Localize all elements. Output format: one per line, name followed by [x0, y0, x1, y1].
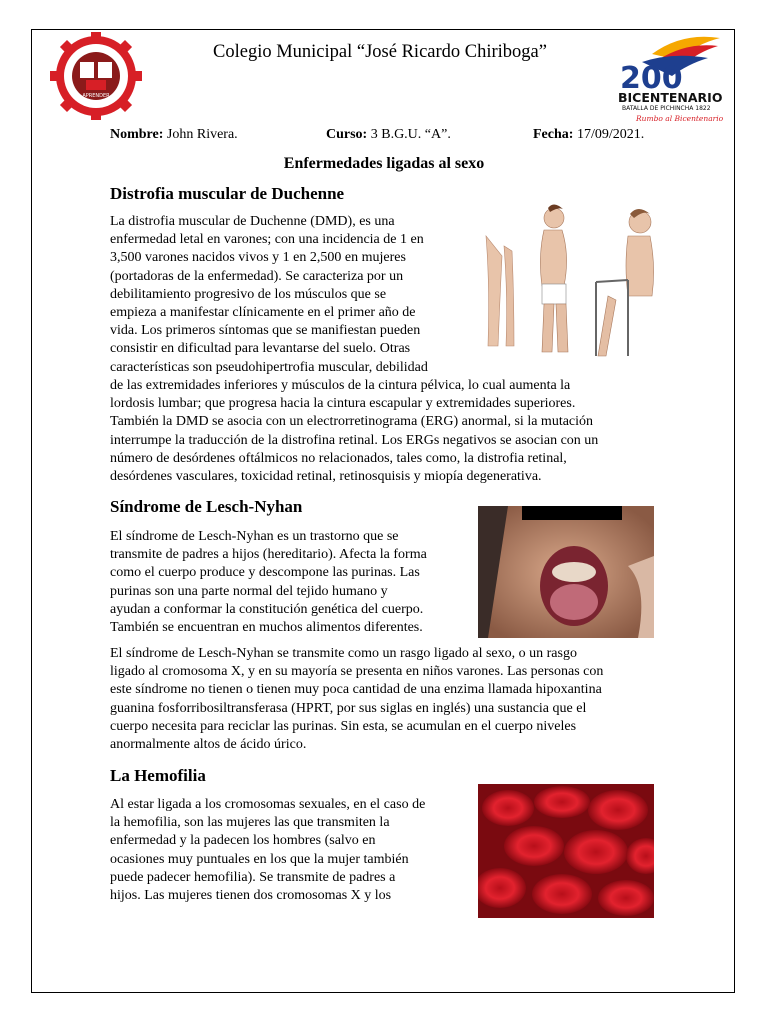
hemo-paragraph-narrow — [110, 796, 462, 905]
svg-text:APRENDER: APRENDER — [82, 93, 110, 99]
heading-lesch-nyhan: Síndrome de Lesch-Nyhan — [110, 497, 303, 516]
fecha-label: Fecha: — [533, 127, 574, 142]
text-line: este síndrome no tienen o tienen muy poca cantidad de una enzima llamada hipoxantina — [110, 682, 602, 698]
blood-cells-image — [478, 784, 654, 918]
text-line: enfermedad letal en varones; con una incidencia de 1 en — [110, 232, 424, 248]
curso-value: 3 B.G.U. “A”. — [367, 127, 451, 142]
dmd-paragraph-narrow — [110, 213, 468, 377]
text-line: como el cuerpo produce y descompone las purinas. Las — [110, 565, 420, 581]
text-line: debilitamiento progresivo de los músculos que se — [110, 286, 387, 302]
text-line: cuerpo necesita para reciclar las purinas. Sin esta, se acumulan en el cuerpo niveles — [110, 718, 577, 734]
text-line: la hemofilia, son las mujeres las que transmiten la — [110, 815, 390, 831]
lesch-nyhan-photo — [478, 506, 654, 638]
text-line: ocasiones muy puntuales en los que la mujer también — [110, 851, 409, 867]
text-line: transmite de padres a hijos (hereditario). Afecta la forma — [110, 547, 427, 563]
text-line: lordosis lumbar; que progresa hacia la cintura escapular y extremidades superiores. — [110, 396, 576, 412]
heading-duchenne: Distrofia muscular de Duchenne — [110, 184, 345, 203]
text-line: purinas son una parte normal del tejido humano y — [110, 583, 388, 599]
duchenne-illustration — [478, 196, 662, 364]
text-line: de las extremidades inferiores y músculos de la cintura pélvica, lo cual aumenta la — [110, 378, 571, 393]
bicentenario-main: BICENTENARIO — [618, 90, 723, 105]
text-line: enfermedad y la padecen los hombres (salvo en — [110, 833, 376, 849]
bicentenario-tagline: Rumbo al Bicentenario — [636, 114, 724, 123]
text-line: La distrofia muscular de Duchenne (DMD), es una — [110, 214, 395, 229]
school-name: Colegio Municipal “José Ricardo Chiriboga” — [213, 42, 547, 62]
date — [533, 127, 644, 143]
heading-hemofilia: La Hemofilia — [110, 766, 206, 785]
bicentenario-sub: BATALLA DE PICHINCHA 1822 — [622, 105, 711, 112]
bicentenario-logo — [612, 32, 724, 124]
text-line: (portadoras de la enfermedad). Se caracteriza por un — [110, 268, 404, 284]
nombre-label: Nombre: — [110, 127, 164, 142]
text-line: interrumpe la traducción de la distrofina retinal. Los ERGs negativos se asocian con un — [110, 432, 599, 448]
lesch-paragraph-wide — [110, 645, 658, 754]
text-line: Al estar ligada a los cromosomas sexuales, en el caso de — [110, 797, 426, 812]
text-line: vida. Los primeros síntomas que se manifiestan pueden — [110, 323, 421, 339]
svg-text:200: 200 — [620, 61, 683, 96]
text-line: puede padecer hemofilia). Se transmite de padres a — [110, 869, 396, 885]
text-line: número de desórdenes oftálmicos no relacionados, tales como, la distrofia retinal, — [110, 450, 567, 466]
text-line: ligado al cromosoma X, y en su mayoría se presenta en niños varones. Las personas con — [110, 664, 604, 680]
text-line: desórdenes vasculares, toxicidad retinal, retinosquisis y miopía degenerativa. — [110, 469, 542, 485]
text-line: anormalmente altos de ácido úrico. — [110, 737, 307, 753]
text-line: consistir en dificultad para levantarse del suelo. Otras — [110, 341, 411, 357]
nombre-value: John Rivera. — [163, 127, 238, 142]
document-title: Enfermedades ligadas al sexo — [283, 155, 485, 172]
curso-label: Curso: — [326, 127, 368, 142]
text-line: ayudan a conformar la constitución genética del cuerpo. — [110, 601, 424, 617]
course — [326, 127, 451, 143]
text-line: 3,500 varones nacidos vivos y 1 en 2,500 en mujeres — [110, 250, 406, 266]
lesch-paragraph-narrow — [110, 528, 462, 637]
text-line: características son pseudohipertrofia muscular, debilidad — [110, 359, 428, 375]
text-line: También se encuentran en muchos alimentos diferentes. — [110, 620, 423, 636]
text-line: También la DMD se asocia con un electrorretinograma (ERG) anormal, si la mutación — [110, 414, 594, 430]
student-name — [110, 127, 238, 143]
text-line: empieza a manifestar clínicamente en el primer año de — [110, 305, 416, 321]
text-line: El síndrome de Lesch-Nyhan se transmite como un rasgo ligado al sexo, o un rasgo — [110, 646, 577, 661]
text-line: guanina fosforribosiltransferasa (HPRT, por sus siglas en inglés) una sustancia que el — [110, 700, 587, 716]
fecha-value: 17/09/2021. — [573, 127, 645, 142]
dmd-paragraph-wide — [110, 377, 658, 486]
text-line: hijos. Las mujeres tienen dos cromosomas X y los — [110, 888, 392, 904]
school-logo — [44, 32, 142, 120]
text-line: El síndrome de Lesch-Nyhan es un trastorno que se — [110, 529, 399, 544]
